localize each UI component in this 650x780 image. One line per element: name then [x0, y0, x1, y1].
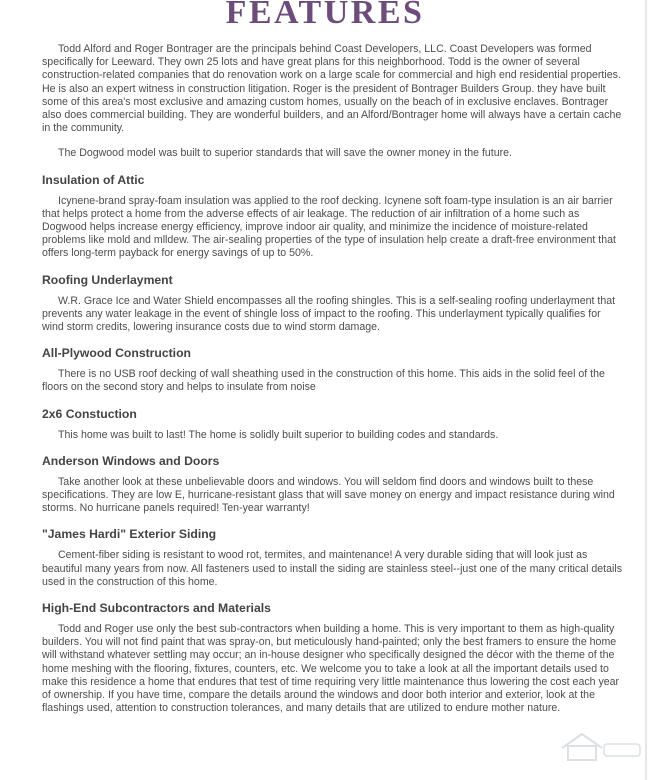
section-heading: 2x6 Constuction: [42, 406, 137, 421]
section-heading: Roofing Underlayment: [42, 272, 173, 287]
section-heading: Anderson Windows and Doors: [42, 453, 220, 468]
section-text: This home was built to last! The home is solidly built superior to building codes and standards.: [58, 428, 499, 441]
section-text: Todd and Roger use only the best sub-contractors when building a home. This is very important to them as high-quality builders. You will not find paint that was spray-on, but meticulously hand-painted; only the best framers to ensure the home will withstand whatever settling may occur; an in-house designer who specifically designed the décor with the theme of the home meshing with the flooring, fixtures, counters, etc. We welcome you to take a look at all the important details used to make this residence a home that endures that test of time requiring very little maintenance thus lowering the cost each year of ownership. If you have time, compare the details around the windows and door both interior and exterior, look at the flashings used, attention to construction tolerances, and many details that are utilized to endure mother nature.: [42, 623, 620, 715]
intro-paragraph: Todd Alford and Roger Bontrager are the principals behind Coast Developers, LLC. Coast Developers was formed specifically for Leeward. They own 25 lots and have great plans for this neighborhood. Todd is the owner of several construction-related companies that do renovation work on a large scale for commercial and high end residential properties. He is also an expert witness in construction litigation. Roger is the president of Bontrager Builders Group. they have built some of this area's most exclusive and amazing custom homes, usually on the beach of in exclusive enclaves. Bontrager also does commercial building. They are wonderful builders, and an Alford/Bontrager home will always have a certain cache in the community.: [42, 43, 622, 135]
page-edge-divider: [645, 0, 647, 780]
section-text: Take another look at these unbelievable doors and windows. You will seldom find doors and windows built to these specifications. They are low E, hurricane-resistant glass that will save money on energy and impact resistance during wind storms. No hurricane panels required! Ten-year warranty!: [42, 475, 615, 515]
section-heading: Insulation of Attic: [42, 172, 145, 187]
features-content: [42, 43, 622, 728]
page-title: FEATURES: [225, 0, 425, 31]
section-heading: All-Plywood Construction: [42, 346, 191, 361]
section-heading: "James Hardi" Exterior Siding: [42, 527, 217, 542]
intro-paragraph: The Dogwood model was built to superior standards that will save the owner money in the future.: [58, 147, 513, 160]
section-text: There is no USB roof decking of wall sheathing used in the construction of this home. This aids in the solid feel of the floors on the second story and helps to insulate from noise: [42, 368, 605, 394]
section-text: W.R. Grace Ice and Water Shield encompasses all the roofing shingles. This is a self-sealing roofing underlayment that prevents any water leakage in the event of shingle loss of impact to the roofing. This underlayment typically qualifies for wind storm credits, lowering insurance costs due to wind storm damage.: [42, 294, 616, 334]
section-text: Icynene-brand spray-foam insulation was applied to the roof decking. Icynene soft foam-type insulation is an air barrier that helps protect a home from the adverse effects of air leakage. The reduction of air infiltration of a home such as Dogwood helps increase energy efficiency, improve indoor air quality, and minimize the incidence of moisture-related problems like mold and mlldew. The air-sealing properties of the type of insulation help create a draft-free environment that offers long-term payback for energy savings of up to 50%.: [42, 194, 616, 260]
house-logo-icon: [556, 726, 644, 766]
section-text: Cement-fiber siding is resistant to wood rot, termites, and maintenance! A very durable siding that will look just as beautiful many years from now. All fasteners used to install the siding are stainless steel--just one of the many critical details used in the construction of this home.: [42, 549, 622, 588]
section-heading: High-End Subcontractors and Materials: [42, 601, 271, 616]
